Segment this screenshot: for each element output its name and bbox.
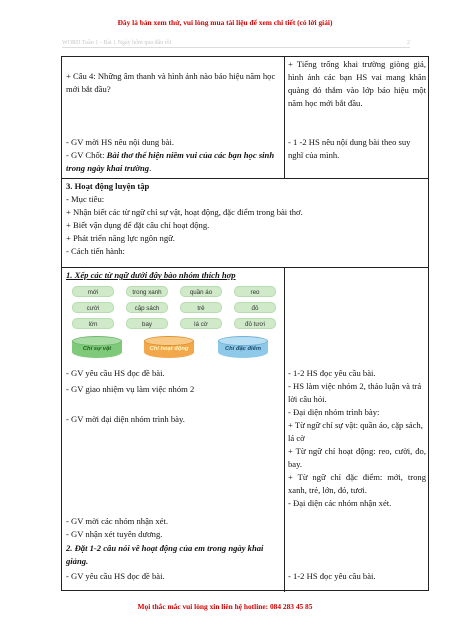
word-pill: đỏ tươi [234, 318, 276, 329]
right-step: + Từ ngữ chỉ đặc điểm: mới, trong xanh, trẻ, lớn, đỏ, tươi. [288, 472, 426, 495]
exercise-2-title: 2. Đặt 1-2 câu nói về hoạt động của em trong ngày khai giảng. [66, 543, 264, 566]
group-label: Chỉ hoạt động [149, 346, 189, 352]
top-banner: Đây là bản xem thử, vui lòng mua tài liệu để xem chi tiết (có lời giải) [117, 18, 333, 27]
word-pill: lá cờ [180, 318, 222, 329]
section-3-line: + Nhận biết các từ ngữ chỉ sự vật, hoạt động, đặc điểm trong bài thơ. [66, 207, 303, 217]
section-3-line: - Cách tiến hành: [66, 246, 125, 256]
section-3-line: + Biết vận dụng để đặt câu chỉ hoạt động. [66, 220, 210, 230]
word-pill: cặp sách [126, 302, 168, 313]
word-pill: cười [72, 302, 114, 313]
faint-header-right: 2 [407, 40, 410, 46]
right-step: - 1-2 HS đọc yêu cầu bài. [288, 368, 376, 378]
faint-header-left: WORD Tuần 1 - Bài 1 Ngày hôm qua đâu rồi [62, 40, 172, 46]
word-pill: quần áo [180, 286, 222, 297]
column-divider-top [284, 57, 285, 178]
left-step: - GV yêu cầu HS đọc đề bài. [66, 368, 165, 378]
left-step: - GV mời đại diện nhóm trình bày. [66, 414, 185, 424]
word-pill: trong xanh [126, 286, 168, 297]
word-pill: bay [126, 318, 168, 329]
section-3-title: 3. Hoạt động luyện tập [66, 181, 150, 191]
group-label: Chỉ đặc điểm [224, 346, 262, 352]
word-pill: trẻ [180, 302, 222, 313]
left-step: - GV giao nhiệm vụ làm việc nhóm 2 [66, 384, 195, 394]
lesson-table [61, 56, 429, 591]
left-step: - GV yêu cầu HS đọc đề bài. [66, 571, 165, 581]
row-divider-1 [62, 178, 428, 179]
right-step: - Đại diện các nhóm nhận xét. [288, 498, 392, 508]
group-drum-actions [144, 336, 194, 360]
word-pill: lớn [72, 318, 114, 329]
word-pill: mới [72, 286, 114, 297]
column-divider-bottom [284, 267, 285, 592]
word-pill: reo [234, 286, 276, 297]
faint-page-header [62, 40, 410, 48]
right-step: + Từ ngữ chỉ sự vật: quần áo, cặp sách, lá cờ [288, 420, 423, 443]
left-step: - GV nhận xét tuyên dương. [66, 529, 163, 539]
section-3-line: - Mục tiêu: [66, 194, 105, 204]
teacher-conclusion [66, 149, 280, 175]
word-pill: đỏ [234, 302, 276, 313]
right-step: - Đại diện nhóm trình bày: [288, 407, 380, 417]
group-label: Chỉ sự vật [82, 346, 112, 352]
row-divider-2 [62, 267, 428, 268]
conclusion-suffix: . [149, 163, 152, 173]
conclusion-bold: Bài thơ thể hiện niềm vui của các bạn học sinh trong ngày khai trường [66, 150, 275, 173]
exercise-1-title: 1. Xếp các từ ngữ dưới đây bào nhóm thích hợp [66, 270, 236, 280]
conclusion-prefix: - GV Chốt: [66, 150, 107, 160]
right-step: - HS làm việc nhóm 2, thảo luận và trả lời câu hỏi. [288, 381, 422, 404]
student-content-answer: - 1 -2 HS nêu nội dung bài theo suy nghĩ của mình. [288, 137, 411, 160]
group-drum-things [72, 336, 122, 360]
word-sorting-diagram [66, 285, 281, 361]
answer-4: + Tiếng trống khai trường giòng giả, hình ảnh các bạn HS vai mang khăn quàng đỏ thắm vào lớp báo hiệu một năm học mới bắt đầu. [288, 59, 426, 108]
section-3-line: + Phát triển năng lực ngôn ngữ. [66, 233, 175, 243]
bottom-banner: Mọi thắc mắc vui lòng xin liên hệ hotline: 084 283 45 85 [137, 602, 313, 611]
right-step: + Từ ngữ chỉ hoạt động: reo, cười, đo, bay. [288, 446, 426, 469]
group-drum-traits [218, 336, 268, 360]
question-4: + Câu 4: Những âm thanh và hình ảnh nào báo hiệu năm học mới bắt đầu? [66, 71, 276, 94]
left-step: - GV mời các nhóm nhận xét. [66, 516, 168, 526]
right-step: - 1-2 HS đọc yêu cầu bài. [288, 571, 376, 581]
left-step-content: - GV mời HS nêu nội dung bài. [66, 137, 174, 147]
